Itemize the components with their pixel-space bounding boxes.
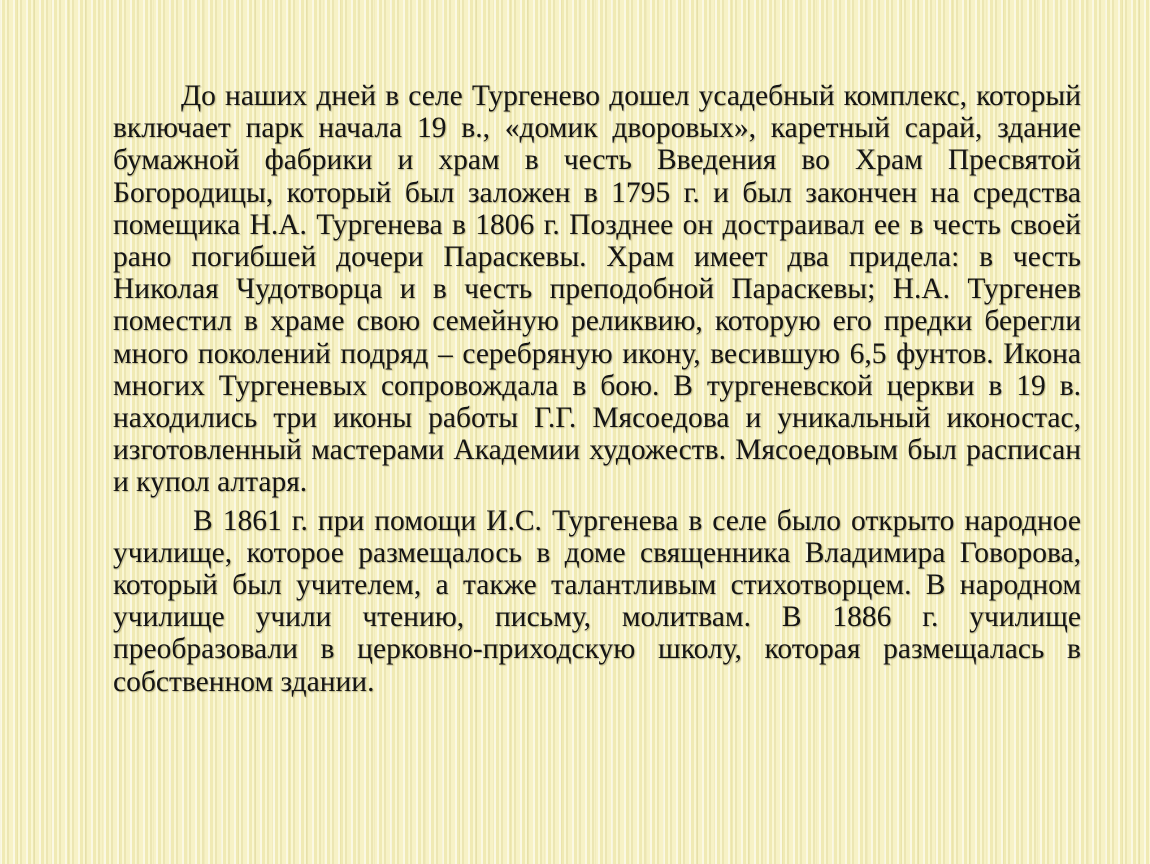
- paragraph-estate-church: До наших дней в селе Тургенево дошел усадебный комплекс, который включает парк начала 19 в., «домик дворовых», каретный сарай, здание бумажной фабрики и храм в честь Введения во Храм Пресвятой Богородицы, который был заложен в 1795 г. и был закончен на средства помещика Н.А. Тургенева в 1806 г. Позднее он достраивал ее в честь своей рано погибшей дочери Параскевы. Храм имеет два придела: в честь Николая Чудотворца и в честь преподобной Параскевы; Н.А. Тургенев поместил в храме свою семейную реликвию, которую его предки берегли много поколений подряд – серебряную икону, весившую 6,5 фунтов. Икона многих Тургеневых сопровождала в бою. В тургеневской церкви в 19 в. находились три иконы работы Г.Г. Мясоедова и уникальный иконостас, изготовленный мастерами Академии художеств. Мясоедовым был расписан и купол алтаря.: [113, 80, 1081, 499]
- paragraph-school: В 1861 г. при помощи И.С. Тургенева в селе было открыто народное училище, которое размещалось в доме священника Владимира Говорова, который был учителем, а также талантливым стихотворцем. В народном училище учили чтению, письму, молитвам. В 1886 г. училище преобразовали в церковно-приходскую школу, которая размещалась в собственном здании.: [113, 504, 1081, 698]
- slide-body-text: [113, 80, 1081, 704]
